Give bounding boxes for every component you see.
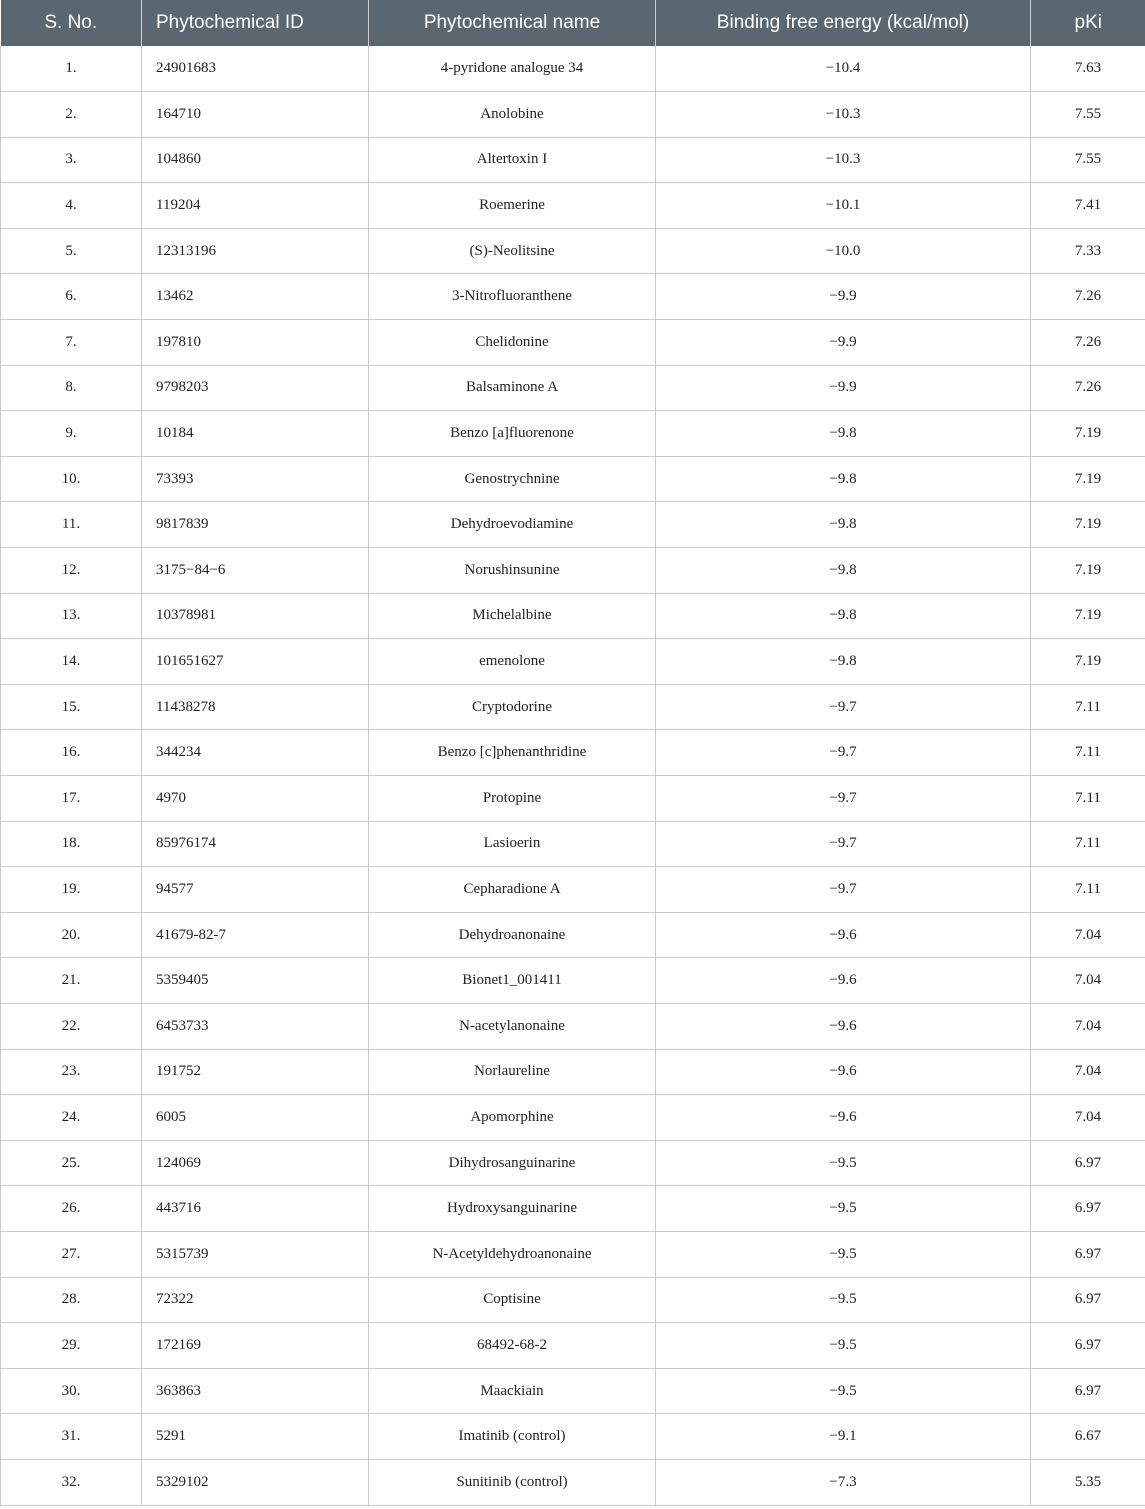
- phytochemical-id-cell: 3175−84−6: [142, 548, 369, 594]
- binding-free-energy-cell: −9.1: [656, 1414, 1031, 1460]
- phytochemical-name-cell: Dihydrosanguinarine: [369, 1140, 656, 1186]
- serial-number-cell: 15.: [1, 684, 142, 730]
- table-body: [1, 46, 1145, 1505]
- table-row: [1, 1323, 1145, 1369]
- phytochemical-name-cell: 68492-68-2: [369, 1323, 656, 1369]
- phytochemical-id-cell: 73393: [142, 456, 369, 502]
- pki-cell: 7.04: [1031, 1095, 1145, 1141]
- serial-number-cell: 25.: [1, 1140, 142, 1186]
- pki-cell: 6.97: [1031, 1140, 1145, 1186]
- table-row: [1, 502, 1145, 548]
- binding-free-energy-cell: −9.8: [656, 456, 1031, 502]
- phytochemical-id-cell: 5315739: [142, 1231, 369, 1277]
- phytochemical-id-cell: 9798203: [142, 365, 369, 411]
- phytochemical-name-cell: N-acetylanonaine: [369, 1003, 656, 1049]
- binding-free-energy-cell: −9.8: [656, 639, 1031, 685]
- phytochemical-id-cell: 85976174: [142, 821, 369, 867]
- phytochemical-id-cell: 5329102: [142, 1459, 369, 1505]
- phytochemical-name-cell: Cepharadione A: [369, 867, 656, 913]
- binding-free-energy-cell: −9.5: [656, 1368, 1031, 1414]
- table-row: [1, 411, 1145, 457]
- binding-free-energy-cell: −9.8: [656, 411, 1031, 457]
- table-row: [1, 320, 1145, 366]
- phytochemical-id-cell: 11438278: [142, 684, 369, 730]
- table-row: [1, 684, 1145, 730]
- table-row: [1, 1414, 1145, 1460]
- binding-free-energy-cell: −9.7: [656, 730, 1031, 776]
- serial-number-cell: 26.: [1, 1186, 142, 1232]
- serial-number-cell: 28.: [1, 1277, 142, 1323]
- table-row: [1, 1049, 1145, 1095]
- binding-free-energy-cell: −9.6: [656, 1003, 1031, 1049]
- phytochemical-name-cell: 3-Nitrofluoranthene: [369, 274, 656, 320]
- header-phytochemical-name: Phytochemical name: [369, 0, 656, 46]
- serial-number-cell: 13.: [1, 593, 142, 639]
- phytochemical-id-cell: 94577: [142, 867, 369, 913]
- serial-number-cell: 30.: [1, 1368, 142, 1414]
- table-header: [1, 0, 1145, 46]
- phytochemical-id-cell: 5359405: [142, 958, 369, 1004]
- serial-number-cell: 24.: [1, 1095, 142, 1141]
- serial-number-cell: 20.: [1, 912, 142, 958]
- table-row: [1, 1459, 1145, 1505]
- table-row: [1, 548, 1145, 594]
- table-row: [1, 867, 1145, 913]
- binding-free-energy-cell: −9.7: [656, 776, 1031, 822]
- binding-free-energy-cell: −9.7: [656, 684, 1031, 730]
- phytochemical-name-cell: (S)-Neolitsine: [369, 228, 656, 274]
- phytochemical-name-cell: Norlaureline: [369, 1049, 656, 1095]
- phytochemical-name-cell: Bionet1_001411: [369, 958, 656, 1004]
- serial-number-cell: 5.: [1, 228, 142, 274]
- table-row: [1, 365, 1145, 411]
- serial-number-cell: 21.: [1, 958, 142, 1004]
- binding-free-energy-cell: −10.3: [656, 137, 1031, 183]
- phytochemical-id-cell: 12313196: [142, 228, 369, 274]
- pki-cell: 7.11: [1031, 730, 1145, 776]
- table-row: [1, 1368, 1145, 1414]
- binding-free-energy-cell: −9.8: [656, 548, 1031, 594]
- serial-number-cell: 4.: [1, 183, 142, 229]
- table-row: [1, 1003, 1145, 1049]
- pki-cell: 7.63: [1031, 46, 1145, 92]
- serial-number-cell: 32.: [1, 1459, 142, 1505]
- pki-cell: 7.19: [1031, 411, 1145, 457]
- serial-number-cell: 27.: [1, 1231, 142, 1277]
- serial-number-cell: 18.: [1, 821, 142, 867]
- phytochemical-id-cell: 6453733: [142, 1003, 369, 1049]
- table-row: [1, 456, 1145, 502]
- header-binding-free-energy: Binding free energy (kcal/mol): [656, 0, 1031, 46]
- phytochemical-id-cell: 13462: [142, 274, 369, 320]
- table-row: [1, 1140, 1145, 1186]
- phytochemical-id-cell: 344234: [142, 730, 369, 776]
- phytochemical-id-cell: 197810: [142, 320, 369, 366]
- binding-free-energy-cell: −9.5: [656, 1277, 1031, 1323]
- table-row: [1, 274, 1145, 320]
- binding-free-energy-cell: −9.5: [656, 1140, 1031, 1186]
- serial-number-cell: 1.: [1, 46, 142, 92]
- phytochemical-id-cell: 363863: [142, 1368, 369, 1414]
- pki-cell: 7.04: [1031, 1049, 1145, 1095]
- header-row: [1, 0, 1145, 46]
- serial-number-cell: 11.: [1, 502, 142, 548]
- table-row: [1, 228, 1145, 274]
- binding-free-energy-cell: −9.6: [656, 1095, 1031, 1141]
- phytochemical-id-cell: 4970: [142, 776, 369, 822]
- phytochemical-id-cell: 10378981: [142, 593, 369, 639]
- binding-free-energy-cell: −9.6: [656, 958, 1031, 1004]
- phytochemical-name-cell: Balsaminone A: [369, 365, 656, 411]
- phytochemical-id-cell: 41679-82-7: [142, 912, 369, 958]
- binding-free-energy-cell: −9.9: [656, 274, 1031, 320]
- serial-number-cell: 9.: [1, 411, 142, 457]
- phytochemical-id-cell: 104860: [142, 137, 369, 183]
- pki-cell: 7.55: [1031, 92, 1145, 138]
- serial-number-cell: 29.: [1, 1323, 142, 1369]
- table-row: [1, 776, 1145, 822]
- phytochemical-name-cell: Benzo [c]phenanthridine: [369, 730, 656, 776]
- pki-cell: 7.04: [1031, 1003, 1145, 1049]
- binding-free-energy-cell: −10.0: [656, 228, 1031, 274]
- binding-free-energy-cell: −10.1: [656, 183, 1031, 229]
- phytochemical-name-cell: Hydroxysanguinarine: [369, 1186, 656, 1232]
- binding-free-energy-cell: −9.9: [656, 320, 1031, 366]
- table-row: [1, 730, 1145, 776]
- table-row: [1, 1186, 1145, 1232]
- serial-number-cell: 14.: [1, 639, 142, 685]
- pki-cell: 6.67: [1031, 1414, 1145, 1460]
- phytochemical-id-cell: 164710: [142, 92, 369, 138]
- pki-cell: 6.97: [1031, 1186, 1145, 1232]
- phytochemical-name-cell: Maackiain: [369, 1368, 656, 1414]
- phytochemical-name-cell: emenolone: [369, 639, 656, 685]
- phytochemical-id-cell: 443716: [142, 1186, 369, 1232]
- serial-number-cell: 17.: [1, 776, 142, 822]
- phytochemical-name-cell: Michelalbine: [369, 593, 656, 639]
- serial-number-cell: 2.: [1, 92, 142, 138]
- pki-cell: 5.35: [1031, 1459, 1145, 1505]
- binding-free-energy-cell: −9.5: [656, 1186, 1031, 1232]
- table-row: [1, 92, 1145, 138]
- pki-cell: 7.19: [1031, 593, 1145, 639]
- phytochemical-id-cell: 172169: [142, 1323, 369, 1369]
- table-row: [1, 1277, 1145, 1323]
- table-row: [1, 183, 1145, 229]
- phytochemical-name-cell: Dehydroanonaine: [369, 912, 656, 958]
- pki-cell: 7.04: [1031, 912, 1145, 958]
- binding-free-energy-cell: −9.6: [656, 912, 1031, 958]
- pki-cell: 7.19: [1031, 548, 1145, 594]
- pki-cell: 6.97: [1031, 1231, 1145, 1277]
- table-row: [1, 1095, 1145, 1141]
- binding-free-energy-cell: −9.6: [656, 1049, 1031, 1095]
- pki-cell: 6.97: [1031, 1368, 1145, 1414]
- serial-number-cell: 8.: [1, 365, 142, 411]
- phytochemical-name-cell: N-Acetyldehydroanonaine: [369, 1231, 656, 1277]
- phytochemical-name-cell: 4-pyridone analogue 34: [369, 46, 656, 92]
- phytochemical-name-cell: Altertoxin I: [369, 137, 656, 183]
- table-row: [1, 912, 1145, 958]
- phytochemical-id-cell: 119204: [142, 183, 369, 229]
- phytochemical-name-cell: Norushinsunine: [369, 548, 656, 594]
- table-row: [1, 958, 1145, 1004]
- pki-cell: 7.55: [1031, 137, 1145, 183]
- phytochemical-id-cell: 191752: [142, 1049, 369, 1095]
- binding-free-energy-cell: −9.8: [656, 502, 1031, 548]
- binding-free-energy-cell: −9.5: [656, 1323, 1031, 1369]
- table-row: [1, 1231, 1145, 1277]
- pki-cell: 7.19: [1031, 456, 1145, 502]
- serial-number-cell: 7.: [1, 320, 142, 366]
- binding-free-energy-cell: −10.3: [656, 92, 1031, 138]
- serial-number-cell: 23.: [1, 1049, 142, 1095]
- phytochemical-name-cell: Chelidonine: [369, 320, 656, 366]
- serial-number-cell: 12.: [1, 548, 142, 594]
- pki-cell: 7.11: [1031, 684, 1145, 730]
- table-row: [1, 639, 1145, 685]
- phytochemical-name-cell: Coptisine: [369, 1277, 656, 1323]
- phytochemical-id-cell: 6005: [142, 1095, 369, 1141]
- binding-free-energy-cell: −9.7: [656, 867, 1031, 913]
- binding-free-energy-cell: −10.4: [656, 46, 1031, 92]
- phytochemical-id-cell: 72322: [142, 1277, 369, 1323]
- serial-number-cell: 6.: [1, 274, 142, 320]
- phytochemical-name-cell: Roemerine: [369, 183, 656, 229]
- binding-free-energy-cell: −9.7: [656, 821, 1031, 867]
- pki-cell: 7.26: [1031, 274, 1145, 320]
- phytochemical-name-cell: Apomorphine: [369, 1095, 656, 1141]
- binding-free-energy-cell: −9.8: [656, 593, 1031, 639]
- header-phytochemical-id: Phytochemical ID: [142, 0, 369, 46]
- pki-cell: 7.26: [1031, 320, 1145, 366]
- pki-cell: 7.19: [1031, 502, 1145, 548]
- phytochemical-name-cell: Benzo [a]fluorenone: [369, 411, 656, 457]
- phytochemical-id-cell: 101651627: [142, 639, 369, 685]
- pki-cell: 6.97: [1031, 1323, 1145, 1369]
- phytochemical-name-cell: Anolobine: [369, 92, 656, 138]
- phytochemical-name-cell: Cryptodorine: [369, 684, 656, 730]
- phytochemical-name-cell: Dehydroevodiamine: [369, 502, 656, 548]
- serial-number-cell: 3.: [1, 137, 142, 183]
- binding-free-energy-cell: −9.5: [656, 1231, 1031, 1277]
- pki-cell: 7.19: [1031, 639, 1145, 685]
- binding-free-energy-cell: −9.9: [656, 365, 1031, 411]
- header-pki: pKi: [1074, 12, 1102, 33]
- serial-number-cell: 16.: [1, 730, 142, 776]
- header-serial-number: S. No.: [1, 0, 142, 46]
- pki-cell: 6.97: [1031, 1277, 1145, 1323]
- phytochemical-id-cell: 9817839: [142, 502, 369, 548]
- table-row: [1, 593, 1145, 639]
- pki-cell: 7.33: [1031, 228, 1145, 274]
- pki-cell: 7.26: [1031, 365, 1145, 411]
- binding-free-energy-cell: −7.3: [656, 1459, 1031, 1505]
- table-row: [1, 46, 1145, 92]
- phytochemical-id-cell: 24901683: [142, 46, 369, 92]
- phytochemical-name-cell: Imatinib (control): [369, 1414, 656, 1460]
- pki-cell: 7.11: [1031, 867, 1145, 913]
- pki-cell: 7.11: [1031, 821, 1145, 867]
- table-row: [1, 137, 1145, 183]
- phytochemical-id-cell: 5291: [142, 1414, 369, 1460]
- phytochemical-name-cell: Protopine: [369, 776, 656, 822]
- serial-number-cell: 19.: [1, 867, 142, 913]
- pki-cell: 7.11: [1031, 776, 1145, 822]
- serial-number-cell: 10.: [1, 456, 142, 502]
- serial-number-cell: 31.: [1, 1414, 142, 1460]
- phytochemical-name-cell: Sunitinib (control): [369, 1459, 656, 1505]
- serial-number-cell: 22.: [1, 1003, 142, 1049]
- pki-cell: 7.41: [1031, 183, 1145, 229]
- phytochemical-name-cell: Genostrychnine: [369, 456, 656, 502]
- phytochemical-id-cell: 10184: [142, 411, 369, 457]
- phytochemical-id-cell: 124069: [142, 1140, 369, 1186]
- phytochemical-name-cell: Lasioerin: [369, 821, 656, 867]
- pki-cell: 7.04: [1031, 958, 1145, 1004]
- table-row: [1, 821, 1145, 867]
